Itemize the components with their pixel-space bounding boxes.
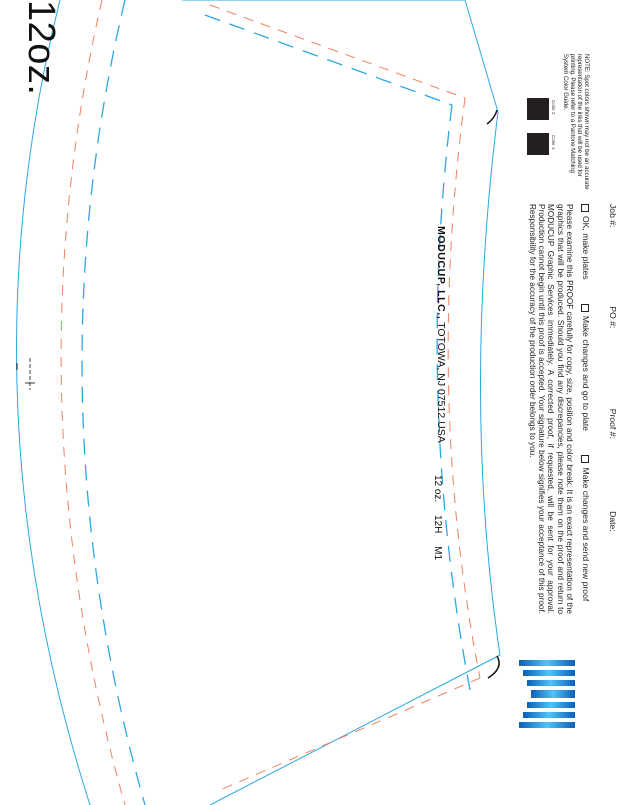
- cup-code: M1: [432, 546, 443, 561]
- option-make-changes-new-proof[interactable]: [581, 455, 591, 601]
- brand-imprint: [435, 226, 447, 443]
- outer-dieline: [17, 0, 90, 805]
- option-label: Make changes and send new proof: [581, 467, 591, 602]
- blue-dashed-line-left: [82, 0, 145, 805]
- date-field[interactable]: Date:: [608, 511, 618, 532]
- corner-mark-top: [487, 110, 497, 124]
- color-1-label: Color 1: [551, 135, 556, 150]
- option-make-changes-plate[interactable]: [581, 304, 591, 431]
- checkbox-icon[interactable]: [581, 204, 589, 212]
- option-label: OK, make plates: [581, 216, 591, 280]
- proof-number-field[interactable]: Proof #:: [608, 408, 618, 439]
- inner-dieline-right: [480, 112, 500, 655]
- brand-name: MODUCUP, LLC.,: [435, 226, 447, 320]
- cup-codes: [432, 475, 443, 570]
- registration-mark-icon: [17, 358, 35, 390]
- approval-options: [581, 204, 591, 624]
- checkbox-icon[interactable]: [581, 304, 589, 312]
- checkbox-icon[interactable]: [581, 455, 589, 463]
- brand-location: TOTOWA, NJ 07512 USA: [435, 319, 447, 443]
- proof-instructions: Please examine this PROOF carefully for copy, size, position and color break. It is an exact representation of the graphics that will be produced. Should you find any discrepancies, please note them on the proof and return to MODUCUP Graphic Services immediately. A corrected proof, if requested, will be sent for your approval. Production cannot begin until this proof is accepted. Your signature below signifies your acceptance of this proof. Responsibility for the accuracy of the production order belongs to you.: [527, 204, 574, 614]
- color-1-swatch: [527, 133, 549, 155]
- red-safety-line-right: [448, 98, 480, 678]
- option-label: Make changes and go to plate: [581, 315, 591, 432]
- job-number-field[interactable]: Job #:: [608, 204, 618, 228]
- blue-dashed-line-top: [205, 15, 452, 105]
- spot-color-note: NOTE: Spot colors shown may not be an accurate representation of the inks that will be used for printing. Please refer to a Pantone Matching System Color Guide.: [562, 54, 590, 190]
- color-2-swatch: [527, 98, 549, 120]
- form-fields: [608, 204, 618, 624]
- red-safety-line-bottom: [220, 678, 480, 790]
- cup-code: 12 oz.: [432, 475, 443, 503]
- corner-mark-bottom: [488, 656, 499, 678]
- outer-dieline-top: [182, 0, 498, 112]
- cup-size-title: 12oz.: [20, 0, 62, 96]
- moducup-logo-icon: [517, 654, 577, 734]
- red-safety-line-top: [210, 5, 465, 98]
- po-number-field[interactable]: PO #:: [608, 306, 618, 329]
- option-ok-make-plates[interactable]: [581, 204, 591, 280]
- color-2-label: Color 2: [551, 100, 556, 115]
- outer-dieline-bottom: [210, 655, 500, 805]
- cup-code: 12H: [432, 515, 443, 534]
